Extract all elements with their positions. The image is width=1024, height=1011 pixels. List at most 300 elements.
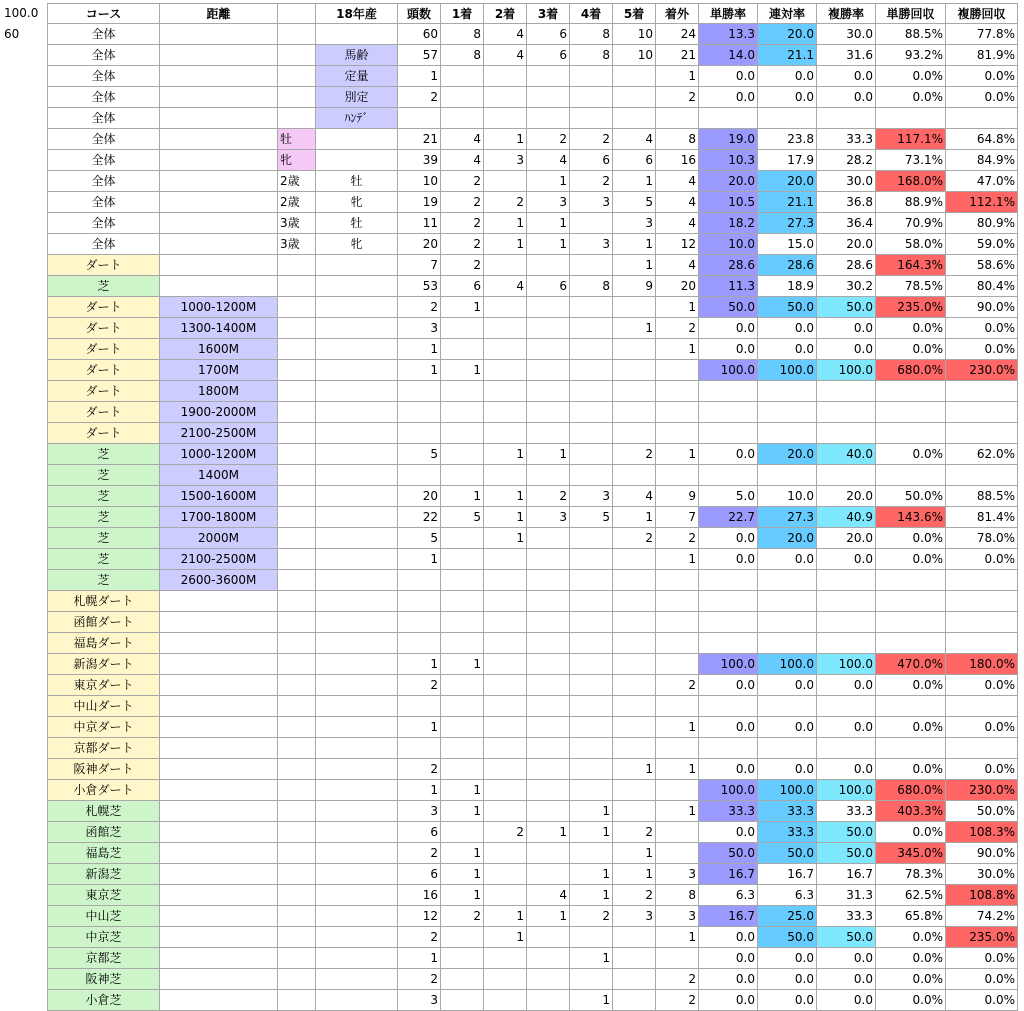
first-place-cell[interactable]: 8 xyxy=(441,24,484,45)
fifth-place-cell[interactable] xyxy=(613,360,656,381)
win-return-cell[interactable] xyxy=(876,696,946,717)
distance-cell[interactable]: 1000-1200M xyxy=(160,444,278,465)
rentai-rate-cell[interactable]: 50.0 xyxy=(758,297,817,318)
win-rate-cell[interactable]: 20.0 xyxy=(699,171,758,192)
fourth-place-cell[interactable]: 3 xyxy=(570,192,613,213)
win-rate-cell[interactable]: 0.0 xyxy=(699,339,758,360)
rentai-rate-cell[interactable]: 100.0 xyxy=(758,780,817,801)
sex-age-cell[interactable] xyxy=(278,591,316,612)
fuku-rate-cell[interactable]: 0.0 xyxy=(817,759,876,780)
fuku-return-cell[interactable]: 108.3% xyxy=(946,822,1018,843)
win-return-cell[interactable] xyxy=(876,423,946,444)
rentai-rate-cell[interactable] xyxy=(758,633,817,654)
fuku-rate-cell[interactable] xyxy=(817,381,876,402)
second-place-cell[interactable]: 1 xyxy=(484,234,527,255)
fuku-return-cell[interactable]: 62.0% xyxy=(946,444,1018,465)
fuku-rate-cell[interactable] xyxy=(817,402,876,423)
second-place-cell[interactable] xyxy=(484,255,527,276)
fuku-rate-cell[interactable]: 36.4 xyxy=(817,213,876,234)
fifth-place-cell[interactable] xyxy=(613,801,656,822)
out-of-place-cell[interactable]: 24 xyxy=(656,24,699,45)
win-rate-cell[interactable]: 0.0 xyxy=(699,822,758,843)
fifth-place-cell[interactable]: 1 xyxy=(613,864,656,885)
count-cell[interactable]: 10 xyxy=(398,171,441,192)
win-return-cell[interactable]: 93.2% xyxy=(876,45,946,66)
rentai-rate-cell[interactable] xyxy=(758,423,817,444)
fourth-place-cell[interactable]: 2 xyxy=(570,906,613,927)
distance-cell[interactable] xyxy=(160,66,278,87)
fifth-place-cell[interactable]: 4 xyxy=(613,486,656,507)
course-cell[interactable]: 小倉芝 xyxy=(47,990,160,1011)
third-place-cell[interactable] xyxy=(527,717,570,738)
third-place-cell[interactable]: 1 xyxy=(527,906,570,927)
third-place-cell[interactable] xyxy=(527,570,570,591)
rentai-rate-cell[interactable]: 50.0 xyxy=(758,927,817,948)
fifth-place-cell[interactable] xyxy=(613,108,656,129)
first-place-cell[interactable] xyxy=(441,570,484,591)
out-of-place-cell[interactable] xyxy=(656,465,699,486)
column-header[interactable]: 単勝率 xyxy=(699,3,758,24)
distance-cell[interactable]: 1000-1200M xyxy=(160,297,278,318)
win-rate-cell[interactable]: 10.5 xyxy=(699,192,758,213)
fifth-place-cell[interactable] xyxy=(613,948,656,969)
sex-age-cell[interactable] xyxy=(278,696,316,717)
condition-cell[interactable] xyxy=(316,738,398,759)
condition-cell[interactable] xyxy=(316,360,398,381)
course-cell[interactable]: 全体 xyxy=(47,45,160,66)
distance-cell[interactable] xyxy=(160,276,278,297)
second-place-cell[interactable] xyxy=(484,465,527,486)
win-return-cell[interactable]: 62.5% xyxy=(876,885,946,906)
sex-age-cell[interactable] xyxy=(278,507,316,528)
fuku-rate-cell[interactable]: 28.2 xyxy=(817,150,876,171)
fifth-place-cell[interactable]: 2 xyxy=(613,528,656,549)
fuku-return-cell[interactable] xyxy=(946,696,1018,717)
fuku-rate-cell[interactable]: 40.0 xyxy=(817,444,876,465)
first-place-cell[interactable] xyxy=(441,87,484,108)
count-cell[interactable]: 12 xyxy=(398,906,441,927)
out-of-place-cell[interactable] xyxy=(656,108,699,129)
first-place-cell[interactable]: 2 xyxy=(441,171,484,192)
first-place-cell[interactable]: 1 xyxy=(441,486,484,507)
second-place-cell[interactable] xyxy=(484,570,527,591)
first-place-cell[interactable] xyxy=(441,612,484,633)
fourth-place-cell[interactable]: 8 xyxy=(570,45,613,66)
course-cell[interactable]: 新潟芝 xyxy=(47,864,160,885)
course-cell[interactable]: 全体 xyxy=(47,108,160,129)
fuku-return-cell[interactable]: 235.0% xyxy=(946,927,1018,948)
course-cell[interactable]: ダート xyxy=(47,339,160,360)
win-return-cell[interactable]: 0.0% xyxy=(876,969,946,990)
second-place-cell[interactable] xyxy=(484,738,527,759)
rentai-rate-cell[interactable]: 23.8 xyxy=(758,129,817,150)
rentai-rate-cell[interactable]: 20.0 xyxy=(758,528,817,549)
condition-cell[interactable] xyxy=(316,549,398,570)
win-rate-cell[interactable]: 0.0 xyxy=(699,675,758,696)
third-place-cell[interactable] xyxy=(527,423,570,444)
course-cell[interactable]: 福島ダート xyxy=(47,633,160,654)
fuku-return-cell[interactable] xyxy=(946,465,1018,486)
fifth-place-cell[interactable] xyxy=(613,654,656,675)
win-rate-cell[interactable]: 19.0 xyxy=(699,129,758,150)
win-rate-cell[interactable]: 13.3 xyxy=(699,24,758,45)
win-return-cell[interactable]: 78.5% xyxy=(876,276,946,297)
out-of-place-cell[interactable]: 1 xyxy=(656,549,699,570)
fifth-place-cell[interactable]: 2 xyxy=(613,822,656,843)
count-cell[interactable] xyxy=(398,738,441,759)
course-cell[interactable]: 東京ダート xyxy=(47,675,160,696)
first-place-cell[interactable]: 5 xyxy=(441,507,484,528)
fifth-place-cell[interactable] xyxy=(613,780,656,801)
fuku-return-cell[interactable]: 30.0% xyxy=(946,864,1018,885)
fourth-place-cell[interactable] xyxy=(570,675,613,696)
column-header[interactable]: 2着 xyxy=(484,3,527,24)
win-return-cell[interactable]: 65.8% xyxy=(876,906,946,927)
fifth-place-cell[interactable] xyxy=(613,591,656,612)
third-place-cell[interactable] xyxy=(527,696,570,717)
out-of-place-cell[interactable] xyxy=(656,738,699,759)
win-return-cell[interactable]: 50.0% xyxy=(876,486,946,507)
sex-age-cell[interactable] xyxy=(278,45,316,66)
condition-cell[interactable] xyxy=(316,381,398,402)
win-rate-cell[interactable]: 100.0 xyxy=(699,780,758,801)
second-place-cell[interactable] xyxy=(484,780,527,801)
win-rate-cell[interactable] xyxy=(699,402,758,423)
out-of-place-cell[interactable] xyxy=(656,591,699,612)
fuku-rate-cell[interactable]: 0.0 xyxy=(817,66,876,87)
course-cell[interactable]: 中京ダート xyxy=(47,717,160,738)
out-of-place-cell[interactable]: 4 xyxy=(656,255,699,276)
out-of-place-cell[interactable]: 2 xyxy=(656,87,699,108)
third-place-cell[interactable]: 1 xyxy=(527,444,570,465)
fuku-return-cell[interactable]: 230.0% xyxy=(946,780,1018,801)
condition-cell[interactable]: 別定 xyxy=(316,87,398,108)
distance-cell[interactable]: 1600M xyxy=(160,339,278,360)
first-place-cell[interactable] xyxy=(441,381,484,402)
win-rate-cell[interactable] xyxy=(699,696,758,717)
first-place-cell[interactable] xyxy=(441,927,484,948)
sex-age-cell[interactable]: 3歳 xyxy=(278,234,316,255)
win-rate-cell[interactable]: 100.0 xyxy=(699,360,758,381)
second-place-cell[interactable] xyxy=(484,864,527,885)
distance-cell[interactable] xyxy=(160,612,278,633)
count-cell[interactable] xyxy=(398,696,441,717)
third-place-cell[interactable]: 1 xyxy=(527,822,570,843)
distance-cell[interactable] xyxy=(160,24,278,45)
condition-cell[interactable] xyxy=(316,759,398,780)
course-cell[interactable]: 中山ダート xyxy=(47,696,160,717)
fifth-place-cell[interactable]: 9 xyxy=(613,276,656,297)
count-cell[interactable] xyxy=(398,570,441,591)
fifth-place-cell[interactable] xyxy=(613,402,656,423)
fifth-place-cell[interactable] xyxy=(613,381,656,402)
fourth-place-cell[interactable] xyxy=(570,717,613,738)
first-place-cell[interactable] xyxy=(441,633,484,654)
rentai-rate-cell[interactable]: 0.0 xyxy=(758,969,817,990)
distance-cell[interactable] xyxy=(160,738,278,759)
fifth-place-cell[interactable]: 1 xyxy=(613,507,656,528)
rentai-rate-cell[interactable]: 25.0 xyxy=(758,906,817,927)
fourth-place-cell[interactable] xyxy=(570,381,613,402)
count-cell[interactable] xyxy=(398,612,441,633)
fifth-place-cell[interactable] xyxy=(613,696,656,717)
out-of-place-cell[interactable]: 12 xyxy=(656,234,699,255)
fifth-place-cell[interactable] xyxy=(613,339,656,360)
rentai-rate-cell[interactable]: 100.0 xyxy=(758,654,817,675)
fuku-rate-cell[interactable]: 0.0 xyxy=(817,87,876,108)
win-return-cell[interactable]: 680.0% xyxy=(876,780,946,801)
rentai-rate-cell[interactable] xyxy=(758,465,817,486)
rentai-rate-cell[interactable] xyxy=(758,108,817,129)
count-cell[interactable]: 2 xyxy=(398,843,441,864)
fuku-rate-cell[interactable] xyxy=(817,108,876,129)
win-rate-cell[interactable]: 0.0 xyxy=(699,318,758,339)
fuku-return-cell[interactable] xyxy=(946,570,1018,591)
count-cell[interactable]: 1 xyxy=(398,654,441,675)
distance-cell[interactable]: 2100-2500M xyxy=(160,423,278,444)
column-header[interactable]: 距離 xyxy=(160,3,278,24)
first-place-cell[interactable]: 1 xyxy=(441,297,484,318)
third-place-cell[interactable] xyxy=(527,843,570,864)
fuku-rate-cell[interactable]: 50.0 xyxy=(817,927,876,948)
win-rate-cell[interactable]: 16.7 xyxy=(699,906,758,927)
fuku-return-cell[interactable]: 0.0% xyxy=(946,969,1018,990)
first-place-cell[interactable]: 1 xyxy=(441,843,484,864)
course-cell[interactable]: ダート xyxy=(47,381,160,402)
condition-cell[interactable]: 牝 xyxy=(316,192,398,213)
condition-cell[interactable] xyxy=(316,696,398,717)
third-place-cell[interactable] xyxy=(527,948,570,969)
sex-age-cell[interactable] xyxy=(278,108,316,129)
second-place-cell[interactable] xyxy=(484,759,527,780)
third-place-cell[interactable]: 3 xyxy=(527,192,570,213)
course-cell[interactable]: 全体 xyxy=(47,192,160,213)
fuku-rate-cell[interactable]: 0.0 xyxy=(817,549,876,570)
win-rate-cell[interactable]: 50.0 xyxy=(699,843,758,864)
fourth-place-cell[interactable]: 8 xyxy=(570,24,613,45)
rentai-rate-cell[interactable]: 0.0 xyxy=(758,87,817,108)
first-place-cell[interactable] xyxy=(441,969,484,990)
fourth-place-cell[interactable] xyxy=(570,423,613,444)
sex-age-cell[interactable] xyxy=(278,801,316,822)
condition-cell[interactable] xyxy=(316,780,398,801)
win-rate-cell[interactable] xyxy=(699,738,758,759)
distance-cell[interactable] xyxy=(160,171,278,192)
fuku-rate-cell[interactable] xyxy=(817,738,876,759)
distance-cell[interactable] xyxy=(160,948,278,969)
condition-cell[interactable] xyxy=(316,927,398,948)
out-of-place-cell[interactable]: 2 xyxy=(656,675,699,696)
rentai-rate-cell[interactable]: 21.1 xyxy=(758,45,817,66)
rentai-rate-cell[interactable]: 0.0 xyxy=(758,759,817,780)
distance-cell[interactable]: 2000M xyxy=(160,528,278,549)
course-cell[interactable]: 芝 xyxy=(47,444,160,465)
fourth-place-cell[interactable] xyxy=(570,612,613,633)
count-cell[interactable]: 22 xyxy=(398,507,441,528)
rentai-rate-cell[interactable]: 0.0 xyxy=(758,717,817,738)
fuku-return-cell[interactable] xyxy=(946,402,1018,423)
distance-cell[interactable] xyxy=(160,780,278,801)
rentai-rate-cell[interactable]: 20.0 xyxy=(758,24,817,45)
fifth-place-cell[interactable] xyxy=(613,717,656,738)
out-of-place-cell[interactable] xyxy=(656,423,699,444)
fourth-place-cell[interactable] xyxy=(570,654,613,675)
out-of-place-cell[interactable]: 4 xyxy=(656,192,699,213)
rentai-rate-cell[interactable]: 21.1 xyxy=(758,192,817,213)
fourth-place-cell[interactable] xyxy=(570,402,613,423)
second-place-cell[interactable] xyxy=(484,885,527,906)
fifth-place-cell[interactable]: 3 xyxy=(613,906,656,927)
second-place-cell[interactable] xyxy=(484,654,527,675)
column-header[interactable]: 3着 xyxy=(527,3,570,24)
out-of-place-cell[interactable] xyxy=(656,381,699,402)
out-of-place-cell[interactable]: 21 xyxy=(656,45,699,66)
fuku-return-cell[interactable]: 80.4% xyxy=(946,276,1018,297)
fourth-place-cell[interactable] xyxy=(570,780,613,801)
fuku-return-cell[interactable]: 81.9% xyxy=(946,45,1018,66)
distance-cell[interactable] xyxy=(160,906,278,927)
distance-cell[interactable] xyxy=(160,45,278,66)
win-rate-cell[interactable]: 0.0 xyxy=(699,948,758,969)
second-place-cell[interactable]: 2 xyxy=(484,192,527,213)
fuku-return-cell[interactable]: 64.8% xyxy=(946,129,1018,150)
second-place-cell[interactable] xyxy=(484,108,527,129)
count-cell[interactable]: 1 xyxy=(398,360,441,381)
rentai-rate-cell[interactable]: 0.0 xyxy=(758,675,817,696)
first-place-cell[interactable]: 2 xyxy=(441,234,484,255)
second-place-cell[interactable]: 1 xyxy=(484,129,527,150)
condition-cell[interactable] xyxy=(316,465,398,486)
fuku-rate-cell[interactable] xyxy=(817,612,876,633)
fourth-place-cell[interactable]: 1 xyxy=(570,822,613,843)
count-cell[interactable]: 3 xyxy=(398,990,441,1011)
count-cell[interactable]: 2 xyxy=(398,759,441,780)
rentai-rate-cell[interactable] xyxy=(758,612,817,633)
win-return-cell[interactable] xyxy=(876,108,946,129)
fuku-rate-cell[interactable]: 40.9 xyxy=(817,507,876,528)
out-of-place-cell[interactable]: 1 xyxy=(656,717,699,738)
column-header[interactable]: 連対率 xyxy=(758,3,817,24)
rentai-rate-cell[interactable]: 28.6 xyxy=(758,255,817,276)
second-place-cell[interactable]: 3 xyxy=(484,150,527,171)
fifth-place-cell[interactable]: 1 xyxy=(613,318,656,339)
out-of-place-cell[interactable]: 1 xyxy=(656,801,699,822)
fuku-return-cell[interactable] xyxy=(946,738,1018,759)
distance-cell[interactable]: 1800M xyxy=(160,381,278,402)
fourth-place-cell[interactable] xyxy=(570,213,613,234)
second-place-cell[interactable] xyxy=(484,318,527,339)
count-cell[interactable]: 3 xyxy=(398,318,441,339)
fuku-rate-cell[interactable]: 0.0 xyxy=(817,948,876,969)
fuku-rate-cell[interactable]: 16.7 xyxy=(817,864,876,885)
count-cell[interactable] xyxy=(398,591,441,612)
win-return-cell[interactable]: 0.0% xyxy=(876,87,946,108)
count-cell[interactable] xyxy=(398,108,441,129)
count-cell[interactable]: 19 xyxy=(398,192,441,213)
column-header[interactable]: 頭数 xyxy=(398,3,441,24)
out-of-place-cell[interactable]: 4 xyxy=(656,171,699,192)
second-place-cell[interactable] xyxy=(484,717,527,738)
distance-cell[interactable]: 1300-1400M xyxy=(160,318,278,339)
third-place-cell[interactable] xyxy=(527,969,570,990)
fuku-rate-cell[interactable]: 50.0 xyxy=(817,843,876,864)
fuku-return-cell[interactable]: 77.8% xyxy=(946,24,1018,45)
distance-cell[interactable] xyxy=(160,192,278,213)
fuku-rate-cell[interactable]: 33.3 xyxy=(817,906,876,927)
out-of-place-cell[interactable]: 8 xyxy=(656,885,699,906)
second-place-cell[interactable] xyxy=(484,171,527,192)
course-cell[interactable]: 全体 xyxy=(47,66,160,87)
sex-age-cell[interactable] xyxy=(278,276,316,297)
win-rate-cell[interactable]: 0.0 xyxy=(699,87,758,108)
second-place-cell[interactable]: 1 xyxy=(484,528,527,549)
fuku-return-cell[interactable]: 81.4% xyxy=(946,507,1018,528)
rentai-rate-cell[interactable]: 0.0 xyxy=(758,66,817,87)
condition-cell[interactable] xyxy=(316,255,398,276)
sex-age-cell[interactable] xyxy=(278,360,316,381)
fuku-rate-cell[interactable]: 30.0 xyxy=(817,24,876,45)
rentai-rate-cell[interactable]: 0.0 xyxy=(758,990,817,1011)
fourth-place-cell[interactable]: 1 xyxy=(570,864,613,885)
out-of-place-cell[interactable]: 2 xyxy=(656,528,699,549)
fifth-place-cell[interactable] xyxy=(613,738,656,759)
win-rate-cell[interactable]: 0.0 xyxy=(699,990,758,1011)
sex-age-cell[interactable] xyxy=(278,864,316,885)
sex-age-cell[interactable] xyxy=(278,759,316,780)
distance-cell[interactable] xyxy=(160,213,278,234)
first-place-cell[interactable]: 2 xyxy=(441,213,484,234)
fuku-return-cell[interactable]: 50.0% xyxy=(946,801,1018,822)
condition-cell[interactable] xyxy=(316,906,398,927)
sex-age-cell[interactable] xyxy=(278,780,316,801)
fuku-return-cell[interactable]: 180.0% xyxy=(946,654,1018,675)
sex-age-cell[interactable] xyxy=(278,297,316,318)
fuku-return-cell[interactable]: 0.0% xyxy=(946,675,1018,696)
sex-age-cell[interactable] xyxy=(278,822,316,843)
win-return-cell[interactable]: 235.0% xyxy=(876,297,946,318)
fuku-rate-cell[interactable]: 50.0 xyxy=(817,822,876,843)
sex-age-cell[interactable] xyxy=(278,255,316,276)
fourth-place-cell[interactable] xyxy=(570,591,613,612)
fourth-place-cell[interactable]: 5 xyxy=(570,507,613,528)
sex-age-cell[interactable] xyxy=(278,570,316,591)
sex-age-cell[interactable] xyxy=(278,66,316,87)
fourth-place-cell[interactable]: 2 xyxy=(570,171,613,192)
fourth-place-cell[interactable]: 8 xyxy=(570,276,613,297)
count-cell[interactable]: 11 xyxy=(398,213,441,234)
sex-age-cell[interactable]: 2歳 xyxy=(278,192,316,213)
rentai-rate-cell[interactable] xyxy=(758,381,817,402)
sex-age-cell[interactable] xyxy=(278,675,316,696)
fifth-place-cell[interactable]: 10 xyxy=(613,24,656,45)
second-place-cell[interactable]: 1 xyxy=(484,927,527,948)
out-of-place-cell[interactable]: 1 xyxy=(656,297,699,318)
out-of-place-cell[interactable] xyxy=(656,948,699,969)
out-of-place-cell[interactable]: 1 xyxy=(656,927,699,948)
distance-cell[interactable]: 1400M xyxy=(160,465,278,486)
fourth-place-cell[interactable] xyxy=(570,549,613,570)
count-cell[interactable] xyxy=(398,402,441,423)
fifth-place-cell[interactable]: 2 xyxy=(613,444,656,465)
distance-cell[interactable]: 2600-3600M xyxy=(160,570,278,591)
first-place-cell[interactable]: 4 xyxy=(441,150,484,171)
fifth-place-cell[interactable]: 6 xyxy=(613,150,656,171)
out-of-place-cell[interactable] xyxy=(656,612,699,633)
column-header[interactable]: 18年産 xyxy=(316,3,398,24)
fuku-return-cell[interactable] xyxy=(946,591,1018,612)
second-place-cell[interactable]: 4 xyxy=(484,45,527,66)
win-rate-cell[interactable]: 0.0 xyxy=(699,66,758,87)
